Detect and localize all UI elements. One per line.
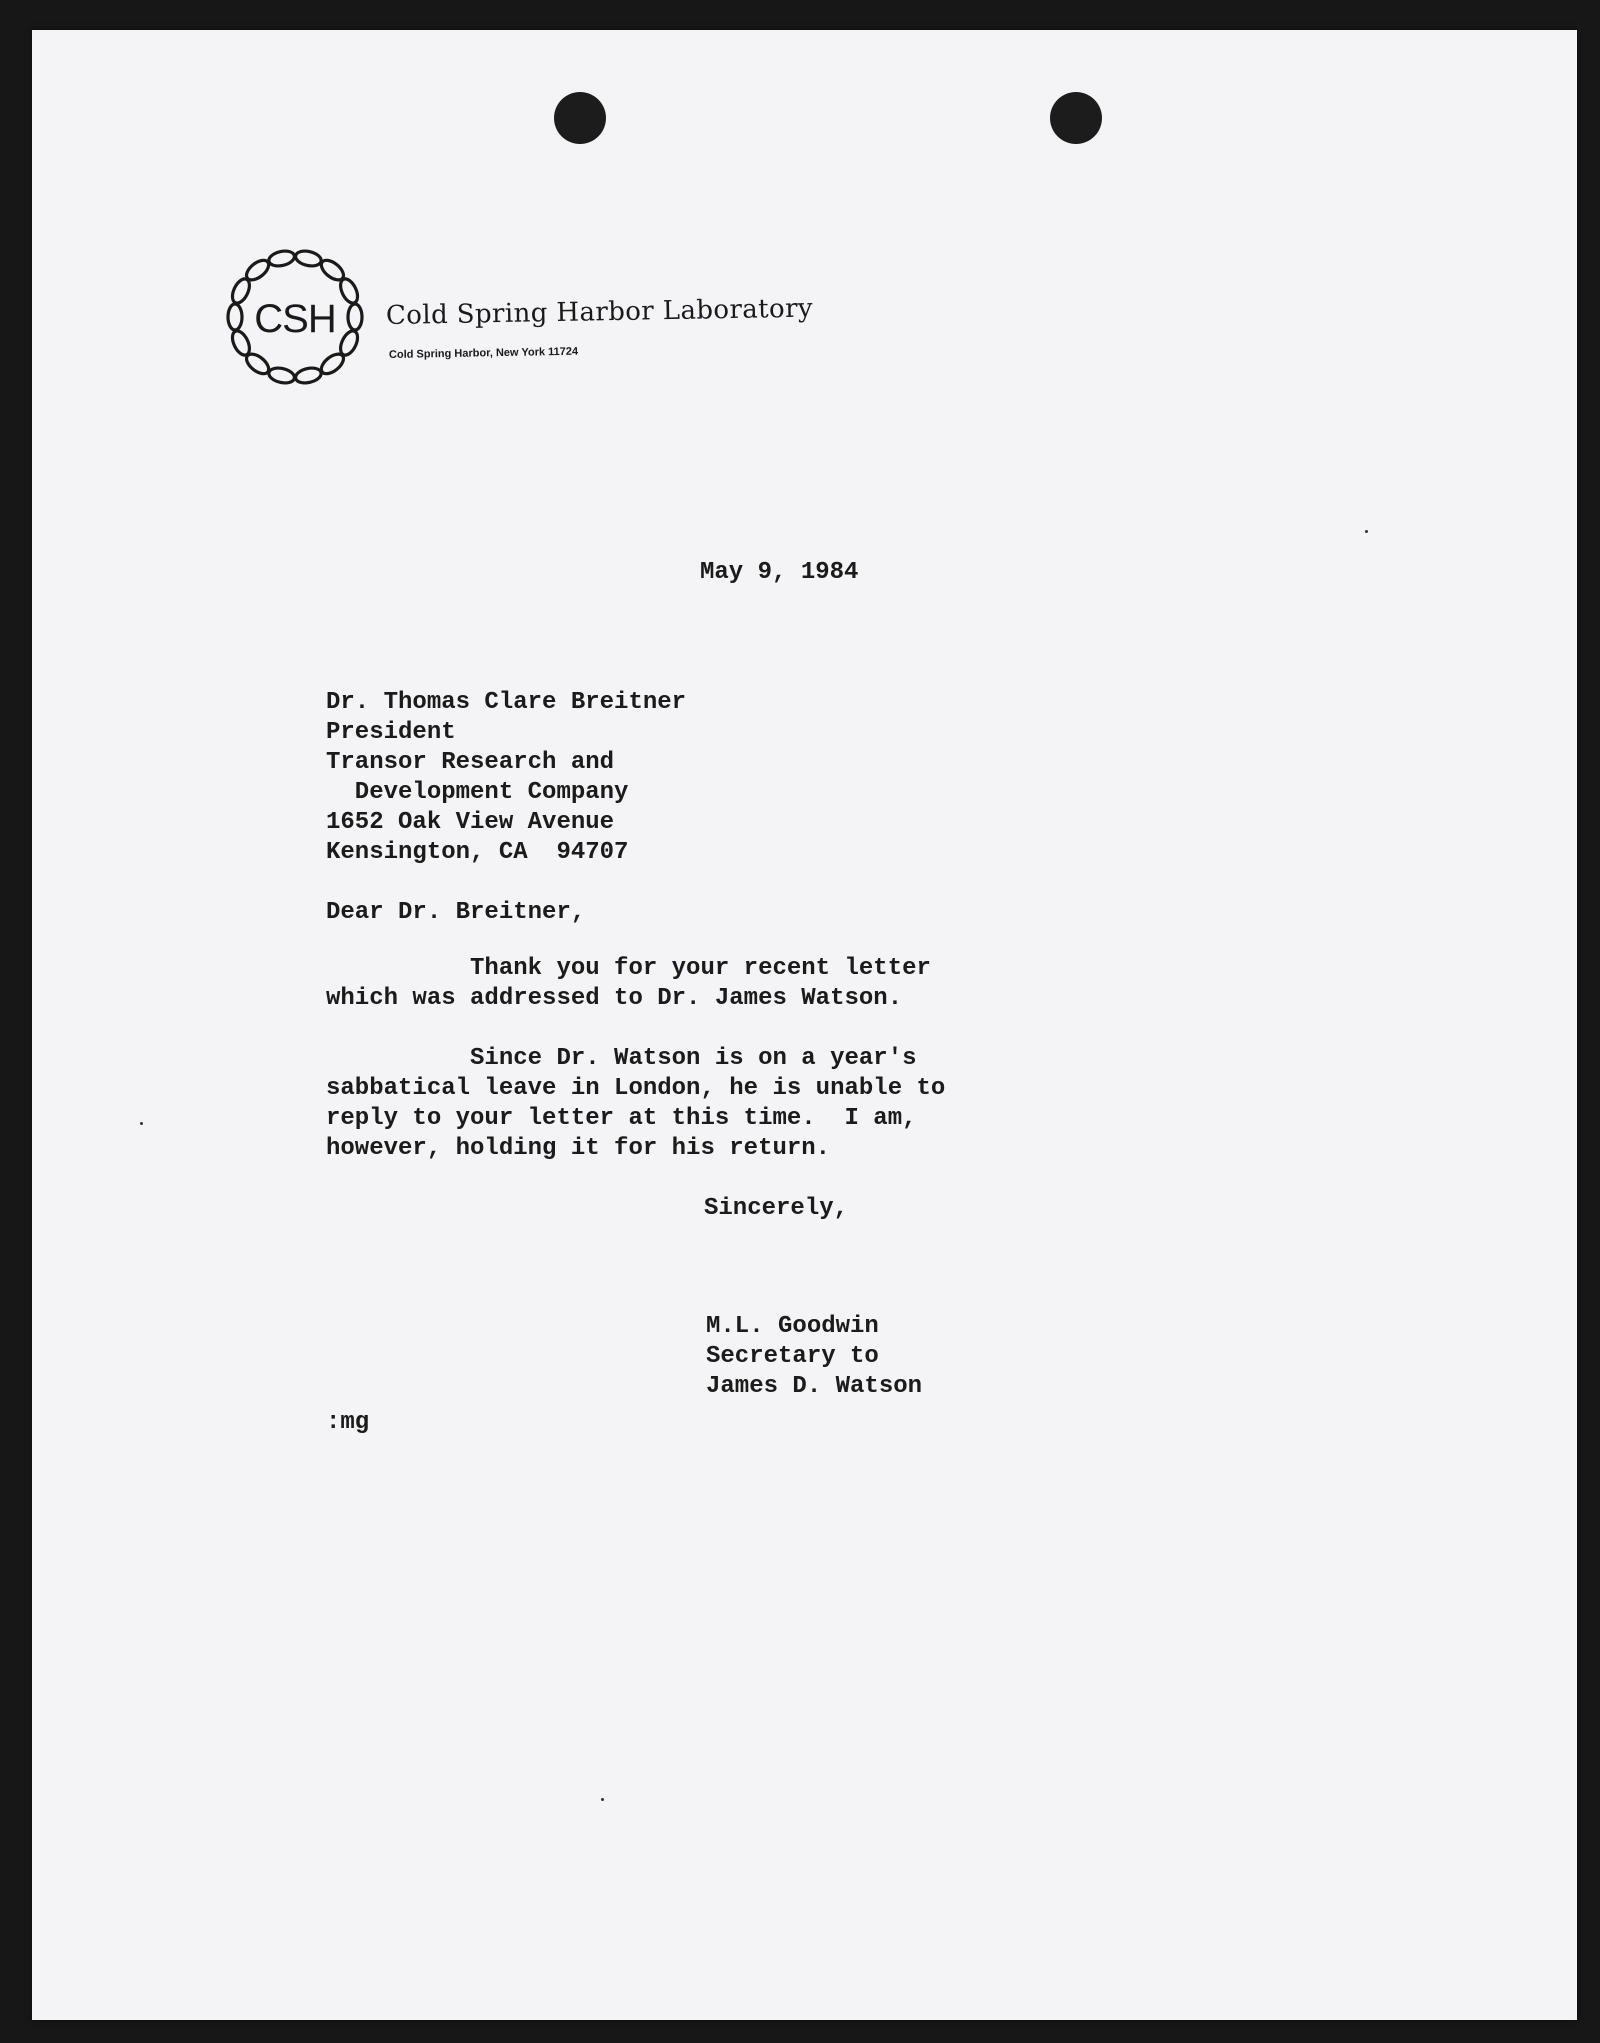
recipient-line: 1652 Oak View Avenue — [326, 809, 615, 836]
signature-title: Secretary to — [706, 1343, 879, 1370]
logo-chain-link — [348, 304, 362, 330]
recipient-line: Kensington, CA 94707 — [326, 839, 629, 866]
paragraph-2-line: Since Dr. Watson is on a year's — [326, 1045, 917, 1072]
lab-address: Cold Spring Harbor, New York 11724 — [388, 345, 579, 361]
punch-hole-left — [554, 92, 606, 144]
paragraph-1-line: which was addressed to Dr. James Watson. — [326, 985, 903, 1012]
paragraph-2-line: however, holding it for his return. — [326, 1135, 831, 1162]
letter-date: May 9, 1984 — [700, 559, 859, 586]
closing: Sincerely, — [704, 1195, 849, 1222]
paragraph-2-line: reply to your letter at this time. I am, — [326, 1105, 917, 1132]
salutation: Dear Dr. Breitner, — [326, 899, 586, 926]
logo-chain-link — [267, 249, 295, 268]
paper-speck — [601, 1798, 604, 1801]
logo-monogram: CSH — [254, 297, 336, 341]
logo-chain-link — [294, 249, 322, 268]
signature-employer: James D. Watson — [706, 1373, 923, 1400]
paper-speck — [1365, 530, 1368, 533]
logo-chain-link — [228, 304, 242, 330]
punch-hole-right — [1050, 92, 1102, 144]
letter-page — [32, 30, 1577, 2020]
logo-chain-link — [267, 366, 295, 385]
recipient-line: Development Company — [326, 779, 629, 806]
paper-speck — [140, 1122, 143, 1125]
typist-initials: :mg — [326, 1409, 370, 1436]
signature-name: M.L. Goodwin — [706, 1313, 879, 1340]
logo-chain-link — [294, 366, 322, 385]
lab-name: Cold Spring Harbor Laboratory — [385, 293, 814, 331]
recipient-line: Dr. Thomas Clare Breitner — [326, 689, 687, 716]
logo-chain-link — [229, 328, 253, 357]
csh-logo-seal — [220, 242, 370, 392]
recipient-line: Transor Research and — [326, 749, 615, 776]
logo-chain-link — [337, 276, 361, 305]
recipient-line: President — [326, 719, 456, 746]
paragraph-1-line: Thank you for your recent letter — [326, 955, 931, 982]
paragraph-2-line: sabbatical leave in London, he is unable to — [326, 1075, 946, 1102]
